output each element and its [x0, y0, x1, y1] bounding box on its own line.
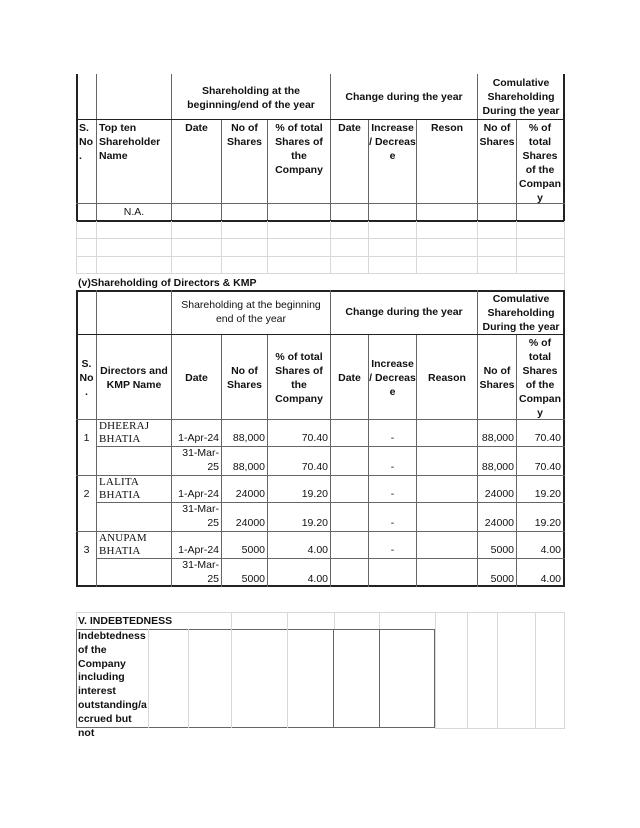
- grid-line: [435, 612, 436, 728]
- row-shares: 24000: [235, 517, 265, 529]
- row-cum-shares: 24000: [484, 488, 514, 500]
- row-name: DHEERAJ BHATIA: [99, 420, 150, 445]
- row-cum-pct: 19.20: [534, 488, 561, 500]
- grid-line: [287, 629, 288, 728]
- group-header-beginning: Shareholding at the beginning/end of the year: [187, 85, 315, 111]
- grid-line: [564, 612, 565, 728]
- row-cum-pct: 19.20: [534, 517, 561, 529]
- col-cum-pct: % of total Shares of the Compan y: [519, 336, 561, 419]
- row-cum-pct: 70.40: [534, 432, 561, 444]
- col-no-of-shares: No of Shares: [226, 122, 263, 148]
- col-cum-no-of-shares: No of Shares: [479, 122, 515, 148]
- grid-line: [334, 612, 335, 629]
- col-pct-total-shares: % of total Shares of the Company: [275, 350, 323, 405]
- col-increase-decrease: Increase / Decreas e: [369, 357, 416, 398]
- border: [333, 629, 334, 728]
- grid-line: [435, 728, 565, 729]
- row-change: -: [390, 432, 395, 444]
- indebtedness-row-label: Indebtedness of the Company including interest outstanding/a ccrued but not: [78, 630, 147, 739]
- row-name: ANUPAM BHATIA: [99, 532, 147, 557]
- col-sno: S. No .: [79, 122, 93, 162]
- grid-line: [497, 612, 498, 728]
- row-sno: 1: [83, 432, 90, 444]
- row-name: LALITA BHATIA: [99, 476, 141, 501]
- row-change: -: [390, 488, 395, 500]
- col-director-name: Directors and KMP Name: [100, 364, 168, 391]
- row-pct: 4.00: [307, 544, 328, 556]
- col-shareholder-name: Top ten Shareholder Name: [99, 122, 161, 162]
- row-cum-pct: 4.00: [540, 544, 561, 556]
- grid-line: [287, 612, 288, 629]
- row-cum-shares: 5000: [490, 544, 514, 556]
- col-no-of-shares: No of Shares: [226, 364, 263, 391]
- section-title-indebtedness: V. INDEBTEDNESS: [78, 615, 173, 627]
- row-sno: 3: [83, 544, 90, 556]
- row-cum-shares: 5000: [490, 573, 514, 585]
- grid-line: [76, 612, 565, 613]
- row-sno: 2: [83, 488, 90, 500]
- col-pct-total-shares: % of total Shares of the Company: [275, 122, 323, 176]
- row-shares: 24000: [235, 488, 265, 500]
- row-cum-shares: 88,000: [481, 461, 514, 473]
- row-cum-pct: 70.40: [534, 461, 561, 473]
- row-pct: 70.40: [301, 432, 328, 444]
- row-cum-shares: 88,000: [481, 432, 514, 444]
- row-date: 31-Mar-25: [182, 559, 219, 585]
- row-shares: 88,000: [232, 432, 265, 444]
- group-header-change: Change during the year: [345, 306, 463, 318]
- row-shares: 5000: [241, 544, 265, 556]
- row-pct: 19.20: [301, 517, 328, 529]
- grid-line: [535, 612, 536, 728]
- grid-line: [188, 629, 189, 728]
- col-reason: Reson: [430, 122, 464, 134]
- row-date: 1-Apr-24: [178, 488, 219, 500]
- section-title-directors: (v)Shareholding of Directors & KMP: [78, 277, 257, 289]
- col-change-date: Date: [338, 371, 361, 384]
- col-change-date: Date: [338, 122, 361, 134]
- row-date: 31-Mar-25: [182, 447, 219, 473]
- row-date: 1-Apr-24: [178, 544, 219, 556]
- row-pct: 4.00: [307, 573, 328, 585]
- border: [434, 629, 435, 728]
- row-pct: 19.20: [301, 488, 328, 500]
- grid-line: [467, 612, 468, 728]
- col-date: Date: [185, 122, 208, 134]
- table-row-name: N.A.: [123, 206, 145, 218]
- col-sno: S. No .: [79, 357, 94, 398]
- row-shares: 88,000: [232, 461, 265, 473]
- group-header-beginning: Shareholding at the beginning end of the year: [181, 299, 321, 325]
- grid-line: [231, 629, 232, 728]
- border: [379, 629, 380, 728]
- col-increase-decrease: Increase / Decreas e: [369, 122, 416, 162]
- col-reason: Reason: [428, 371, 466, 384]
- group-header-cumulative: Comulative Shareholding During the year: [482, 77, 560, 117]
- group-header-cumulative: Comulative Shareholding During the year: [482, 293, 560, 333]
- row-change: -: [390, 461, 395, 473]
- row-cum-shares: 24000: [484, 517, 514, 529]
- row-change: -: [390, 517, 395, 529]
- row-shares: 5000: [241, 573, 265, 585]
- row-pct: 70.40: [301, 461, 328, 473]
- row-date: 1-Apr-24: [178, 432, 219, 444]
- grid-line: [379, 612, 380, 629]
- col-cum-no-of-shares: No of Shares: [479, 364, 515, 391]
- row-change: -: [390, 544, 395, 556]
- col-date: Date: [185, 371, 208, 384]
- row-date: 31-Mar-25: [182, 503, 219, 529]
- border: [76, 727, 435, 728]
- row-cum-pct: 4.00: [540, 573, 561, 585]
- col-cum-pct: % of total Shares of the Compan y: [519, 122, 561, 204]
- group-header-change: Change during the year: [345, 90, 463, 103]
